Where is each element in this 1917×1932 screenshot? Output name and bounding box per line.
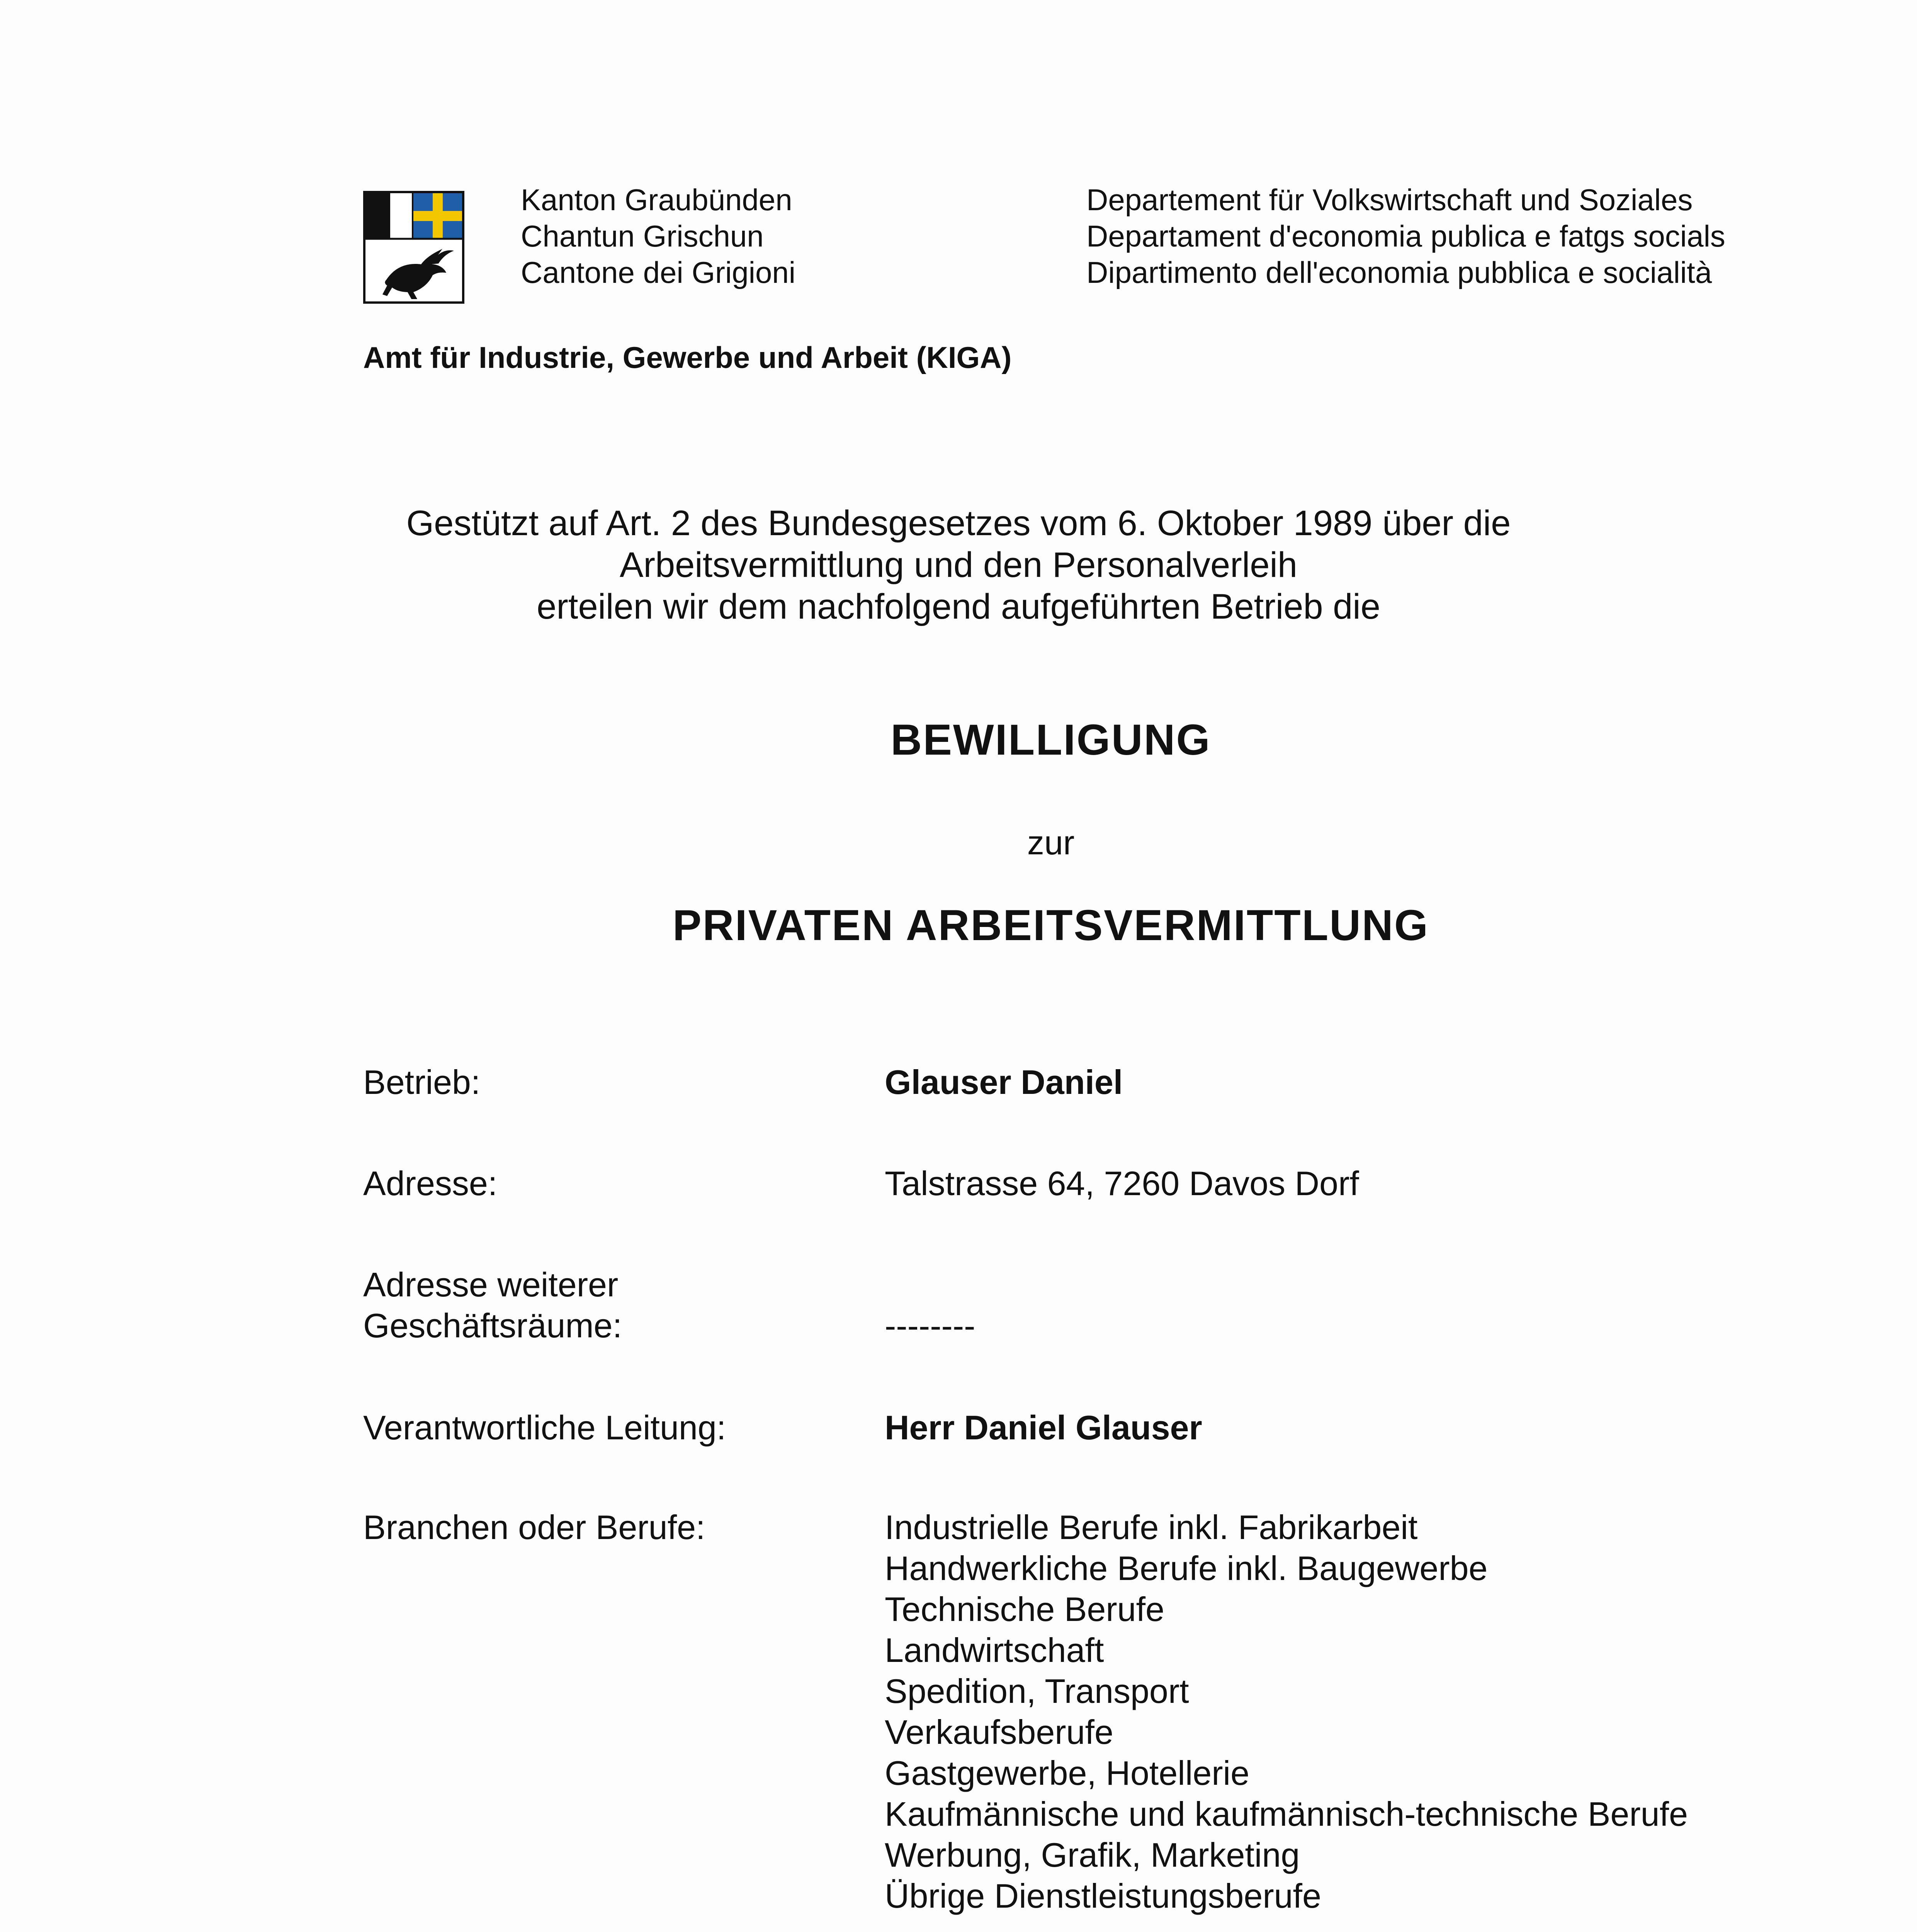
- canton-coat-of-arms-logo: [363, 191, 464, 304]
- branche-item: Verkaufsberufe: [885, 1713, 1113, 1751]
- intro-line-2: Arbeitsvermittlung und den Personalverleih: [619, 545, 1298, 585]
- branche-item: Landwirtschaft: [885, 1631, 1104, 1669]
- department-name-de: Departement für Volkswirtschaft und Soziales: [1086, 183, 1693, 217]
- legal-basis-intro: [0, 502, 1917, 628]
- branche-item: Übrige Dienstleistungsberufe: [885, 1877, 1321, 1915]
- branche-item: Werbung, Grafik, Marketing: [885, 1836, 1300, 1874]
- department-names: [1086, 182, 1859, 291]
- branche-item: Gastgewerbe, Hotellerie: [885, 1754, 1250, 1792]
- branche-item: Technische Berufe: [885, 1590, 1164, 1628]
- betrieb-value: Glauser Daniel: [885, 1063, 1123, 1101]
- adresse-label: Adresse:: [363, 1164, 498, 1202]
- office-name: Amt für Industrie, Gewerbe und Arbeit (KIGA): [363, 340, 1012, 374]
- betrieb-label: Betrieb:: [363, 1063, 481, 1101]
- weitere-geschaeftsraeume-label: [363, 1264, 622, 1346]
- weitere-geschaeftsraeume-value: --------: [885, 1306, 975, 1345]
- branche-item: Kaufmännische und kaufmännisch-technische Berufe: [885, 1795, 1688, 1833]
- canton-name-de: Kanton Graubünden: [521, 183, 792, 217]
- leitung-value: Herr Daniel Glauser: [885, 1408, 1202, 1447]
- branchen-label: Branchen oder Berufe:: [363, 1508, 705, 1546]
- title-connector: zur: [1027, 823, 1075, 862]
- branche-item: Handwerkliche Berufe inkl. Baugewerbe: [885, 1549, 1488, 1587]
- department-name-it: Dipartimento dell'economia pubblica e socialità: [1086, 255, 1712, 289]
- intro-line-3: erteilen wir dem nachfolgend aufgeführten Betrieb die: [537, 587, 1380, 626]
- canton-name-rm: Chantun Grischun: [521, 219, 764, 253]
- weitere-label-line-1: Adresse weiterer: [363, 1265, 619, 1304]
- department-name-rm: Departament d'economia publica e fatgs socials: [1086, 219, 1725, 253]
- adresse-value: Talstrasse 64, 7260 Davos Dorf: [885, 1164, 1359, 1202]
- branchen-list: [885, 1507, 1851, 1917]
- weitere-label-line-2: Geschäftsräume:: [363, 1306, 622, 1345]
- document-title: BEWILLIGUNG: [891, 716, 1211, 764]
- canton-name-it: Cantone dei Grigioni: [521, 255, 796, 289]
- branche-item: Spedition, Transport: [885, 1672, 1189, 1710]
- intro-line-1: Gestützt auf Art. 2 des Bundesgesetzes vom 6. Oktober 1989 über die: [406, 503, 1511, 543]
- canton-names: [521, 182, 1023, 291]
- branche-item: Industrielle Berufe inkl. Fabrikarbeit: [885, 1508, 1418, 1546]
- document-subtitle: PRIVATEN ARBEITSVERMITTLUNG: [672, 901, 1429, 949]
- leitung-label: Verantwortliche Leitung:: [363, 1408, 726, 1447]
